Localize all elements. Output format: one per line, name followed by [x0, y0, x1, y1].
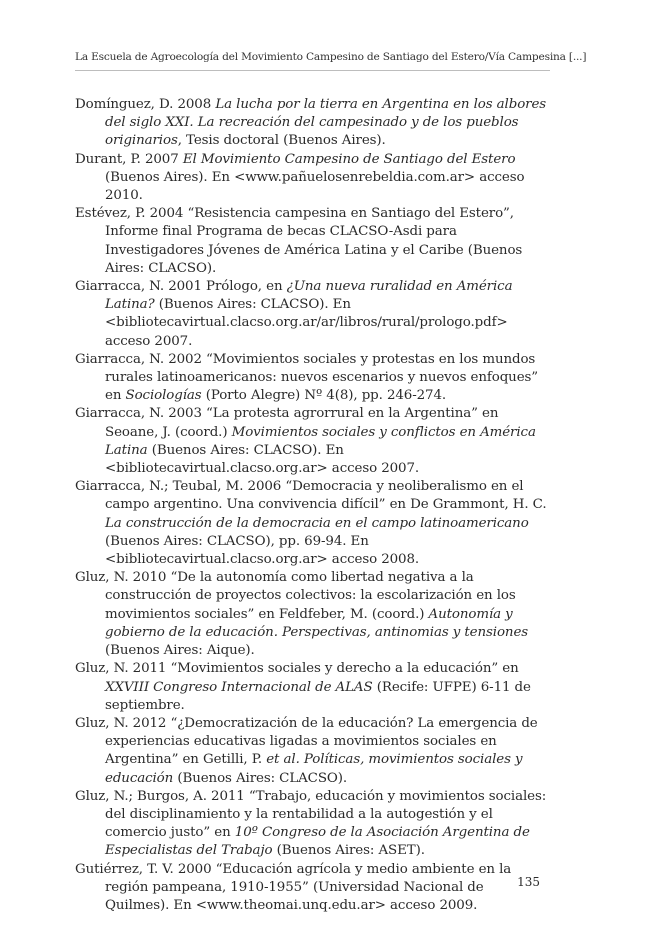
- reference-text: Giarracca, N. 2002 “Movimientos sociales y protestas en los mundos rurales latinoamericanos: nuevos escenarios y nuevos enfoques” en: [75, 351, 539, 404]
- reference-entry: [75, 278, 550, 351]
- reference-text: (Buenos Aires: CLACSO), pp. 69-94. En <bibliotecavirtual.clacso.org.ar> acceso 2008.: [105, 533, 420, 568]
- reference-text: Giarracca, N.; Teubal, M. 2006 “Democracia y neoliberalismo en el campo argentino. Una convivencia difícil” en De Grammont, H. C.: [75, 479, 547, 513]
- reference-text: Gutiérrez, T. V. 2000 “Educación agrícola y medio ambiente en la región pampeana, 1910-1955” (Universidad Nacional de Quilmes). En <www.theomai.unq.edu.ar> acceso 2009.: [75, 861, 512, 913]
- reference-text: (Buenos Aires: Aique).: [105, 643, 255, 659]
- reference-entry: [75, 660, 550, 715]
- reference-entry: [75, 569, 550, 660]
- reference-text: Domínguez, D. 2008: [75, 97, 216, 112]
- reference-text: (Buenos Aires: CLACSO). En <bibliotecavirtual.clacso.org.ar> acceso 2007.: [105, 442, 420, 477]
- reference-title: Movimientos sociales y conflictos en América Latina: [105, 424, 536, 458]
- reference-title: La lucha por la tierra en Argentina en los albores del siglo XXI. La recreación del campesinado y de los pueblos originarios: [105, 97, 547, 149]
- reference-text: Giarracca, N. 2001 Prólogo, en: [75, 279, 287, 295]
- running-header: La Escuela de Agroecología del Movimiento Campesino de Santiago del Estero/Vía Campesina [...]: [75, 51, 587, 63]
- reference-title: Autonomía y gobierno de la educación. Perspectivas, antinomias y tensiones: [105, 606, 529, 640]
- bibliography-list: [75, 96, 550, 915]
- reference-entry: [75, 861, 550, 916]
- reference-text: Durant, P. 2007: [75, 151, 183, 167]
- reference-text: (Buenos Aires: CLACSO). En <bibliotecavirtual.clacso.org.ar/ar/libros/rural/prologo.pdf> acceso 2007.: [105, 297, 508, 349]
- reference-entry: [75, 478, 550, 569]
- reference-text: Gluz, N. 2012 “¿Democratización de la educación? La emergencia de experiencias educativas ligadas a movimientos sociales en Argentina” en Getilli, P.: [75, 715, 538, 768]
- reference-title: Sociologías: [125, 388, 202, 404]
- reference-entry: [75, 96, 550, 151]
- reference-entry: [75, 205, 550, 278]
- page-number: 135: [517, 875, 540, 889]
- reference-text: Gluz, N. 2011 “Movimientos sociales y derecho a la educación” en: [75, 661, 519, 677]
- header-divider: [75, 70, 550, 71]
- reference-text: (Recife: UFPE) 6-11 de septiembre.: [105, 679, 531, 713]
- reference-entry: [75, 788, 550, 861]
- reference-text: (Buenos Aires: CLACSO).: [173, 770, 348, 786]
- reference-title: 10º Congreso de la Asociación Argentina de Especialistas del Trabajo: [105, 825, 530, 859]
- reference-text: (Buenos Aires: ASET).: [272, 843, 425, 859]
- reference-text: Gluz, N.; Burgos, A. 2011 “Trabajo, educación y movimientos sociales: del disciplinamiento y la rentabilidad a la autogestión y el comercio justo” en: [75, 788, 547, 841]
- reference-text: (Buenos Aires). En <www.pañuelosenrebeldia.com.ar> acceso 2010.: [105, 169, 525, 204]
- reference-entry: [75, 151, 550, 206]
- reference-entry: [75, 351, 550, 406]
- reference-entry: [75, 715, 550, 788]
- reference-text: Estévez, P. 2004 “Resistencia campesina en Santiago del Estero”, Informe final Programa de becas CLACSO-Asdi para Investigadores Jóvenes de América Latina y el Caribe (Buenos Aires: CLACSO).: [75, 206, 523, 276]
- reference-title: La construcción de la democracia en el campo latinoamericano: [105, 515, 529, 531]
- reference-text: Gluz, N. 2010 “De la autonomía como libertad negativa a la construcción de proyectos colectivos: la escolarización en los movimientos sociales” en Feldfeber, M. (coord.): [75, 570, 516, 622]
- reference-title: El Movimiento Campesino de Santiago del Estero: [182, 151, 516, 167]
- reference-text: (Porto Alegre) Nº 4(8), pp. 246-274.: [201, 388, 447, 404]
- reference-entry: [75, 405, 550, 478]
- reference-text: , Tesis doctoral (Buenos Aires).: [177, 133, 386, 149]
- reference-title: XXVIII Congreso Internacional de ALAS: [105, 679, 373, 695]
- reference-text: Giarracca, N. 2003 “La protesta agrorrural en la Argentina” en Seoane, J. (coord.): [75, 406, 499, 440]
- reference-title: ¿Una nueva ruralidad en América Latina?: [105, 279, 513, 313]
- reference-title: et al. Políticas, movimientos sociales y educación: [105, 752, 523, 786]
